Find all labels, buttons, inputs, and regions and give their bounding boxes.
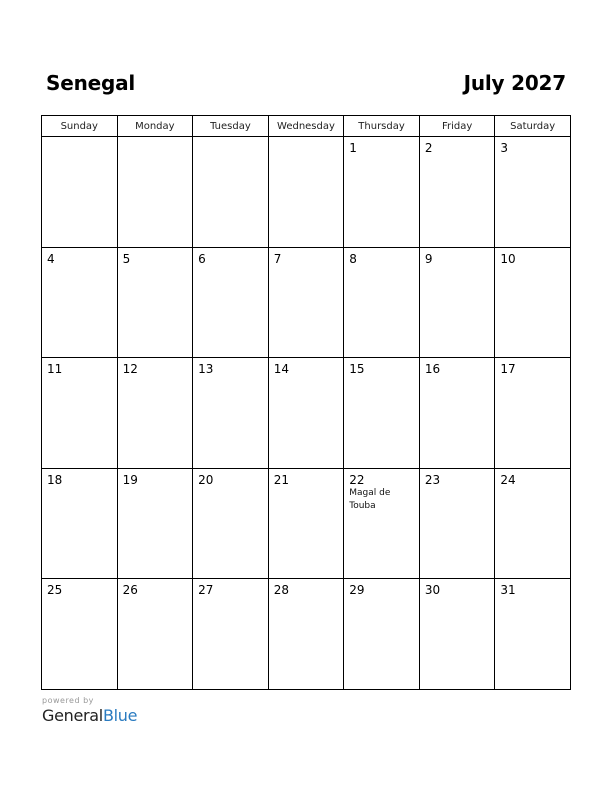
day-cell	[193, 358, 269, 469]
day-cell	[42, 358, 118, 469]
day-number: 26	[122, 583, 138, 597]
generalblue-logo	[42, 706, 137, 725]
day-number: 7	[273, 251, 282, 266]
day-cell	[495, 358, 571, 469]
week-row	[42, 468, 571, 579]
day-cell	[268, 137, 344, 248]
day-cell	[193, 468, 269, 579]
day-cell	[117, 579, 193, 690]
calendar-header	[41, 71, 571, 99]
day-number: 16	[424, 362, 441, 376]
day-number: 29	[349, 583, 365, 597]
brand-blue: Blue	[102, 706, 138, 725]
day-number: 17	[500, 362, 516, 376]
day-cell	[268, 468, 344, 579]
week-row	[42, 137, 571, 248]
day-number: 13	[198, 362, 214, 376]
weekday-friday: Friday	[419, 116, 495, 137]
day-cell	[419, 468, 495, 579]
day-cell	[344, 579, 420, 690]
day-cell	[42, 579, 118, 690]
day-cell	[193, 247, 269, 358]
day-number: 23	[424, 472, 441, 487]
day-number: 18	[47, 472, 63, 487]
day-number: 10	[500, 251, 516, 266]
weekday-monday: Monday	[117, 116, 193, 137]
calendar-grid	[41, 115, 571, 690]
weekday-saturday: Saturday	[495, 116, 571, 137]
day-number: 9	[424, 251, 433, 266]
week-row	[42, 579, 571, 690]
day-cell	[495, 579, 571, 690]
day-cell	[117, 137, 193, 248]
weekday-header-row	[42, 116, 571, 137]
day-cell	[344, 137, 420, 248]
country-title: Senegal	[46, 71, 136, 95]
day-number: 11	[47, 362, 63, 376]
day-cell	[268, 247, 344, 358]
day-number: 8	[349, 251, 357, 266]
day-number: 31	[500, 583, 516, 597]
powered-by-label: powered by	[42, 696, 94, 705]
day-number: 24	[500, 472, 516, 487]
month-year-title: July 2027	[463, 71, 566, 95]
day-cell	[193, 137, 269, 248]
day-cell	[42, 468, 118, 579]
day-number: 12	[122, 362, 138, 376]
week-row	[42, 247, 571, 358]
day-cell	[495, 137, 571, 248]
day-number: 21	[273, 472, 289, 487]
day-number: 19	[122, 472, 138, 487]
day-number: 20	[198, 472, 214, 487]
day-number: 5	[122, 251, 131, 266]
footer-branding	[42, 696, 137, 725]
day-cell	[117, 358, 193, 469]
day-cell	[42, 137, 118, 248]
day-number: 30	[424, 583, 441, 597]
day-cell	[495, 247, 571, 358]
day-cell	[117, 247, 193, 358]
day-cell	[42, 247, 118, 358]
day-cell	[344, 358, 420, 469]
day-cell	[419, 137, 495, 248]
weekday-sunday: Sunday	[42, 116, 118, 137]
day-cell	[495, 468, 571, 579]
day-cell	[419, 579, 495, 690]
day-number: 25	[47, 583, 63, 597]
day-cell	[117, 468, 193, 579]
day-number: 4	[47, 251, 55, 266]
weekday-thursday: Thursday	[344, 116, 420, 137]
day-cell	[344, 468, 420, 579]
holiday-event: Magal de Touba	[349, 487, 391, 511]
day-number: 28	[273, 583, 289, 597]
day-cell	[193, 579, 269, 690]
day-cell	[268, 358, 344, 469]
weekday-wednesday: Wednesday	[268, 116, 344, 137]
weekday-tuesday: Tuesday	[193, 116, 269, 137]
day-number: 22	[349, 472, 365, 487]
day-number: 3	[500, 141, 509, 155]
day-number: 1	[349, 141, 357, 155]
day-number: 2	[424, 141, 433, 155]
day-number: 14	[273, 362, 289, 376]
day-cell	[268, 579, 344, 690]
day-number: 27	[198, 583, 214, 597]
brand-general: General	[42, 706, 103, 725]
day-number: 15	[349, 362, 365, 376]
day-number: 6	[198, 251, 206, 266]
day-cell	[419, 247, 495, 358]
day-cell	[344, 247, 420, 358]
week-row	[42, 358, 571, 469]
day-cell	[419, 358, 495, 469]
